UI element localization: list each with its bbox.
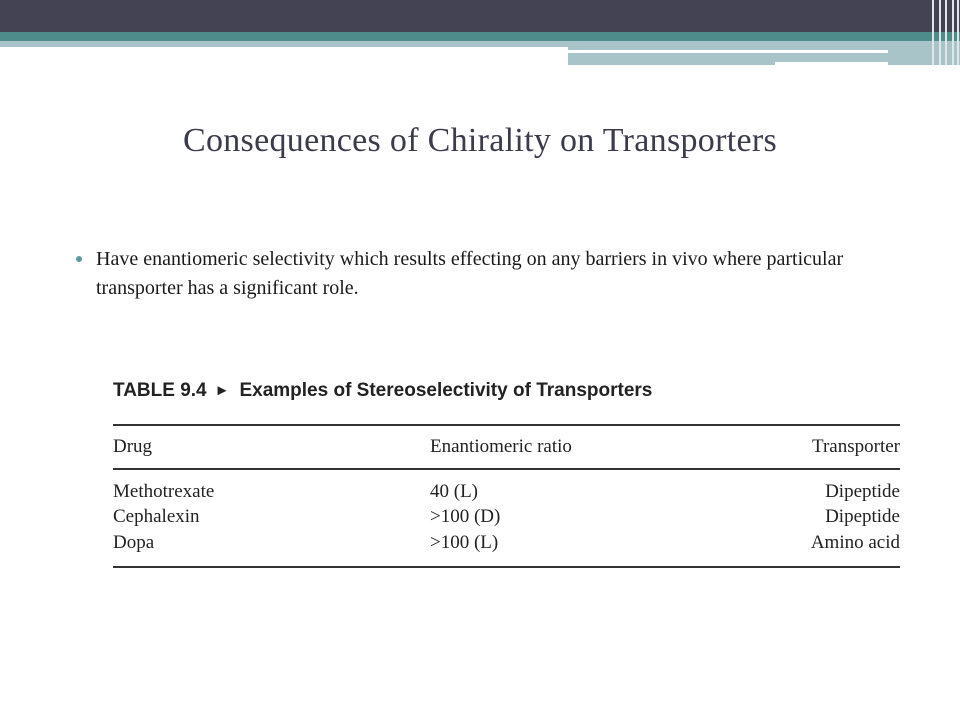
table-label: TABLE 9.4 [113,380,207,401]
table-cell-ratio: >100 (L) [430,532,499,553]
table-cell-ratio: 40 (L) [430,481,479,502]
table-cell-ratio: >100 (D) [430,506,501,527]
table-cell-transporter: Amino acid [810,532,900,553]
bullet-dot-icon [76,256,82,262]
header-band-dark [0,0,960,32]
header-band-stripes [928,0,960,65]
table-rule-mid [113,468,900,470]
column-header-drug: Drug [113,436,153,457]
slide-title: Consequences of Chirality on Transporters [182,122,778,159]
header-band-right-block [568,41,960,65]
stripe [932,0,934,65]
column-header-ratio: Enantiomeric ratio [430,436,572,457]
bullet-text: Have enantiomeric selectivity which results effecting on any barriers in vivo where particular transporter has a significant role. [96,248,844,299]
stripe [957,0,959,65]
table-caption-text: Examples of Stereoselectivity of Transporters [239,380,653,401]
column-header-transporter: Transporter [812,436,900,457]
header-band-light [0,41,568,47]
table-caption [113,380,652,402]
table-rule-bottom [113,566,900,568]
table-cell-drug: Cephalexin [113,506,200,527]
stripe [952,0,954,65]
table-cell-transporter: Dipeptide [825,481,900,502]
table-rule-top [113,424,900,426]
header-band-divider-line [775,62,888,65]
stripe [939,0,941,65]
table-cell-drug: Methotrexate [113,481,215,502]
table-cell-transporter: Dipeptide [825,506,900,527]
header-band-divider-line [568,50,888,53]
stripe [945,0,947,65]
table-arrow-icon: ► [214,382,230,399]
header-band-teal [0,32,960,41]
table-cell-drug: Dopa [113,532,155,553]
